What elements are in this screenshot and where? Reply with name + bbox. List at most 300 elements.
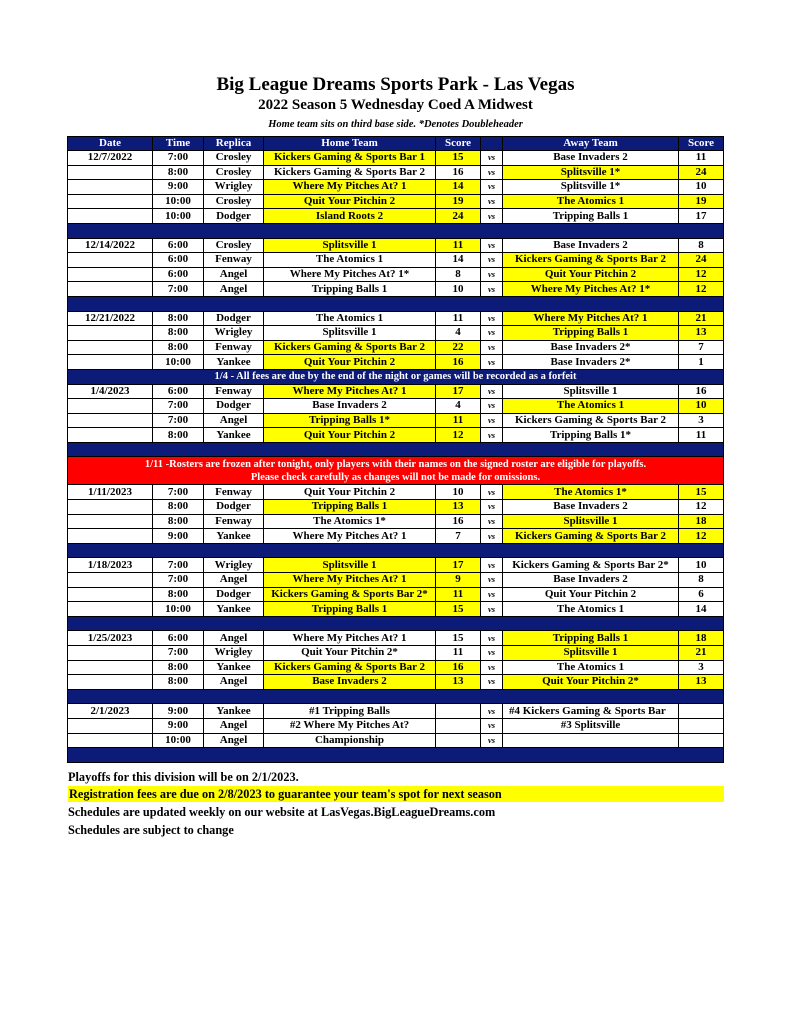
home-team: Tripping Balls 1	[264, 602, 436, 617]
away-team: Splitsville 1	[503, 514, 679, 529]
week-separator	[68, 223, 724, 238]
home-score: 9	[436, 573, 481, 588]
game-date	[68, 413, 153, 428]
field-replica: Angel	[204, 282, 264, 297]
home-team: Kickers Gaming & Sports Bar 2	[264, 165, 436, 180]
versus-label: vs	[481, 413, 503, 428]
home-score: 11	[436, 587, 481, 602]
home-score: 14	[436, 180, 481, 195]
away-score: 12	[679, 500, 724, 515]
fee-notice: 1/4 - All fees are due by the end of the night or games will be recorded as a forfeit	[68, 369, 724, 384]
field-replica: Fenway	[204, 514, 264, 529]
game-time: 8:00	[153, 165, 204, 180]
home-team: #2 Where My Pitches At?	[264, 718, 436, 733]
field-replica: Fenway	[204, 340, 264, 355]
home-team: Where My Pitches At? 1*	[264, 267, 436, 282]
home-score: 8	[436, 267, 481, 282]
table-row	[68, 165, 724, 180]
versus-label: vs	[481, 704, 503, 719]
away-score: 10	[679, 180, 724, 195]
home-team: Kickers Gaming & Sports Bar 1	[264, 151, 436, 166]
home-team: Quit Your Pitchin 2*	[264, 646, 436, 661]
game-time: 7:00	[153, 573, 204, 588]
game-date: 12/7/2022	[68, 151, 153, 166]
home-score	[436, 733, 481, 748]
game-time: 8:00	[153, 428, 204, 443]
game-time: 8:00	[153, 675, 204, 690]
away-score: 6	[679, 587, 724, 602]
field-replica: Wrigley	[204, 558, 264, 573]
game-date	[68, 718, 153, 733]
home-score: 13	[436, 500, 481, 515]
table-row	[68, 602, 724, 617]
game-time: 10:00	[153, 602, 204, 617]
game-time: 9:00	[153, 529, 204, 544]
separator-cell	[68, 543, 724, 558]
game-time: 8:00	[153, 326, 204, 341]
separator-cell	[68, 748, 724, 763]
away-team: Base Invaders 2	[503, 238, 679, 253]
game-date	[68, 209, 153, 224]
game-time: 9:00	[153, 180, 204, 195]
field-replica: Dodger	[204, 209, 264, 224]
playoffs-note: Playoffs for this division will be on 2/1/2023.	[68, 770, 299, 784]
versus-label: vs	[481, 355, 503, 370]
table-row	[68, 180, 724, 195]
game-time: 7:00	[153, 282, 204, 297]
field-replica: Wrigley	[204, 180, 264, 195]
table-row	[68, 326, 724, 341]
away-score: 21	[679, 311, 724, 326]
field-replica: Crosley	[204, 194, 264, 209]
separator-cell	[68, 689, 724, 704]
home-team: Base Invaders 2	[264, 675, 436, 690]
game-date	[68, 602, 153, 617]
field-replica: Yankee	[204, 529, 264, 544]
game-date	[68, 529, 153, 544]
table-row	[68, 267, 724, 282]
field-replica: Crosley	[204, 165, 264, 180]
home-team: #1 Tripping Balls	[264, 704, 436, 719]
column-header: Time	[153, 137, 204, 151]
week-separator	[68, 543, 724, 558]
away-score: 1	[679, 355, 724, 370]
game-time: 8:00	[153, 587, 204, 602]
versus-label: vs	[481, 384, 503, 399]
home-score: 22	[436, 340, 481, 355]
table-row	[68, 311, 724, 326]
table-header-row	[68, 137, 724, 151]
away-team: The Atomics 1	[503, 602, 679, 617]
away-team: Tripping Balls 1	[503, 209, 679, 224]
table-row	[68, 660, 724, 675]
table-row	[68, 355, 724, 370]
game-time: 10:00	[153, 733, 204, 748]
away-score: 11	[679, 151, 724, 166]
game-date	[68, 180, 153, 195]
versus-label: vs	[481, 151, 503, 166]
game-date	[68, 326, 153, 341]
away-team: Splitsville 1	[503, 384, 679, 399]
away-score: 24	[679, 253, 724, 268]
week-separator	[68, 616, 724, 631]
game-date	[68, 399, 153, 414]
page-subtitle: 2022 Season 5 Wednesday Coed A Midwest	[258, 97, 533, 113]
game-date	[68, 660, 153, 675]
field-replica: Dodger	[204, 311, 264, 326]
away-score: 19	[679, 194, 724, 209]
home-team: Championship	[264, 733, 436, 748]
separator-cell	[68, 616, 724, 631]
table-row	[68, 529, 724, 544]
away-team: The Atomics 1	[503, 399, 679, 414]
field-replica: Angel	[204, 733, 264, 748]
home-team: Quit Your Pitchin 2	[264, 194, 436, 209]
table-row	[68, 384, 724, 399]
away-team: Splitsville 1*	[503, 180, 679, 195]
away-score	[679, 718, 724, 733]
home-score	[436, 704, 481, 719]
game-time: 8:00	[153, 514, 204, 529]
table-row	[68, 500, 724, 515]
away-score: 10	[679, 399, 724, 414]
column-header: Replica	[204, 137, 264, 151]
versus-label: vs	[481, 326, 503, 341]
table-row	[68, 282, 724, 297]
game-date	[68, 282, 153, 297]
versus-label: vs	[481, 428, 503, 443]
away-score: 3	[679, 660, 724, 675]
game-time: 6:00	[153, 253, 204, 268]
home-team: Where My Pitches At? 1	[264, 529, 436, 544]
away-team: Kickers Gaming & Sports Bar 2	[503, 253, 679, 268]
away-team: Base Invaders 2	[503, 500, 679, 515]
roster-alert-line: 1/11 -Rosters are frozen after tonight, only players with their names on the signed roster are eligible for playoffs.	[144, 458, 647, 470]
away-score: 7	[679, 340, 724, 355]
separator-cell	[68, 296, 724, 311]
away-team: Tripping Balls 1	[503, 631, 679, 646]
field-replica: Yankee	[204, 660, 264, 675]
field-replica: Angel	[204, 573, 264, 588]
versus-label: vs	[481, 733, 503, 748]
game-time: 7:00	[153, 151, 204, 166]
away-team: #3 Splitsville	[503, 718, 679, 733]
home-score: 11	[436, 238, 481, 253]
home-score: 16	[436, 660, 481, 675]
home-score: 15	[436, 631, 481, 646]
column-header: Away Team	[503, 137, 679, 151]
week-separator	[68, 689, 724, 704]
away-score: 3	[679, 413, 724, 428]
away-team: Splitsville 1*	[503, 165, 679, 180]
table-row	[68, 718, 724, 733]
away-team: Base Invaders 2	[503, 573, 679, 588]
home-score	[436, 718, 481, 733]
away-score	[679, 733, 724, 748]
game-time: 10:00	[153, 209, 204, 224]
game-time: 8:00	[153, 311, 204, 326]
table-row	[68, 646, 724, 661]
versus-label: vs	[481, 514, 503, 529]
field-replica: Yankee	[204, 602, 264, 617]
game-date	[68, 514, 153, 529]
game-date: 1/4/2023	[68, 384, 153, 399]
versus-label: vs	[481, 660, 503, 675]
field-replica: Dodger	[204, 399, 264, 414]
away-team: Kickers Gaming & Sports Bar 2	[503, 529, 679, 544]
home-score: 19	[436, 194, 481, 209]
game-time: 6:00	[153, 238, 204, 253]
away-team: Base Invaders 2*	[503, 355, 679, 370]
game-time: 10:00	[153, 194, 204, 209]
away-team: Splitsville 1	[503, 646, 679, 661]
table-row	[68, 587, 724, 602]
game-time: 7:00	[153, 485, 204, 500]
home-team: Quit Your Pitchin 2	[264, 485, 436, 500]
home-team: Tripping Balls 1*	[264, 413, 436, 428]
away-score: 13	[679, 326, 724, 341]
home-score: 10	[436, 282, 481, 297]
away-team: Quit Your Pitchin 2*	[503, 675, 679, 690]
table-row	[68, 704, 724, 719]
versus-label: vs	[481, 485, 503, 500]
field-replica: Angel	[204, 675, 264, 690]
game-date	[68, 573, 153, 588]
column-header: Score	[436, 137, 481, 151]
home-score: 17	[436, 558, 481, 573]
field-replica: Angel	[204, 267, 264, 282]
home-team: Where My Pitches At? 1	[264, 180, 436, 195]
versus-label: vs	[481, 718, 503, 733]
table-row	[68, 151, 724, 166]
versus-label: vs	[481, 675, 503, 690]
versus-label: vs	[481, 253, 503, 268]
home-team: Kickers Gaming & Sports Bar 2*	[264, 587, 436, 602]
home-team: Quit Your Pitchin 2	[264, 355, 436, 370]
home-score: 15	[436, 151, 481, 166]
home-team: Where My Pitches At? 1	[264, 631, 436, 646]
home-score: 16	[436, 355, 481, 370]
table-row	[68, 485, 724, 500]
home-score: 11	[436, 311, 481, 326]
versus-label: vs	[481, 267, 503, 282]
schedule-note: Home team sits on third base side. *Denotes Doubleheader	[268, 119, 523, 130]
game-time: 7:00	[153, 413, 204, 428]
game-time: 6:00	[153, 267, 204, 282]
away-score: 11	[679, 428, 724, 443]
game-time: 7:00	[153, 399, 204, 414]
game-date	[68, 587, 153, 602]
home-team: Kickers Gaming & Sports Bar 2	[264, 660, 436, 675]
separator-cell	[68, 442, 724, 457]
game-date: 2/1/2023	[68, 704, 153, 719]
field-replica: Fenway	[204, 384, 264, 399]
home-team: Where My Pitches At? 1	[264, 573, 436, 588]
game-time: 6:00	[153, 384, 204, 399]
home-team: Splitsville 1	[264, 238, 436, 253]
home-team: Tripping Balls 1	[264, 282, 436, 297]
home-team: The Atomics 1	[264, 253, 436, 268]
away-score: 17	[679, 209, 724, 224]
game-date: 12/14/2022	[68, 238, 153, 253]
roster-alert	[68, 457, 724, 485]
away-team: Tripping Balls 1*	[503, 428, 679, 443]
table-row	[68, 558, 724, 573]
away-score	[679, 704, 724, 719]
home-score: 11	[436, 413, 481, 428]
home-team: Where My Pitches At? 1	[264, 384, 436, 399]
schedule-table	[67, 136, 724, 763]
field-replica: Yankee	[204, 355, 264, 370]
versus-label: vs	[481, 282, 503, 297]
table-row	[68, 413, 724, 428]
away-team: Kickers Gaming & Sports Bar 2	[503, 413, 679, 428]
away-team: Quit Your Pitchin 2	[503, 587, 679, 602]
game-time: 10:00	[153, 355, 204, 370]
away-team: Base Invaders 2*	[503, 340, 679, 355]
home-team: Quit Your Pitchin 2	[264, 428, 436, 443]
game-date	[68, 500, 153, 515]
game-time: 8:00	[153, 660, 204, 675]
away-score: 15	[679, 485, 724, 500]
away-team: Base Invaders 2	[503, 151, 679, 166]
table-row	[68, 631, 724, 646]
away-score: 24	[679, 165, 724, 180]
versus-label: vs	[481, 602, 503, 617]
versus-label: vs	[481, 311, 503, 326]
versus-label: vs	[481, 180, 503, 195]
game-date	[68, 428, 153, 443]
home-score: 16	[436, 514, 481, 529]
table-row	[68, 399, 724, 414]
table-row	[68, 194, 724, 209]
game-time: 9:00	[153, 718, 204, 733]
change-note: Schedules are subject to change	[68, 823, 234, 837]
versus-label: vs	[481, 340, 503, 355]
field-replica: Crosley	[204, 238, 264, 253]
roster-alert-line: Please check carefully as changes will not be made for omissions.	[250, 471, 541, 483]
week-separator	[68, 296, 724, 311]
home-team: The Atomics 1	[264, 311, 436, 326]
table-row	[68, 209, 724, 224]
week-separator	[68, 748, 724, 763]
column-header	[481, 137, 503, 151]
table-row	[68, 340, 724, 355]
away-score: 12	[679, 267, 724, 282]
field-replica: Wrigley	[204, 646, 264, 661]
field-replica: Dodger	[204, 587, 264, 602]
home-score: 11	[436, 646, 481, 661]
field-replica: Fenway	[204, 485, 264, 500]
table-row	[68, 675, 724, 690]
field-replica: Yankee	[204, 704, 264, 719]
home-team: Kickers Gaming & Sports Bar 2	[264, 340, 436, 355]
versus-label: vs	[481, 209, 503, 224]
home-team: The Atomics 1*	[264, 514, 436, 529]
field-replica: Angel	[204, 631, 264, 646]
versus-label: vs	[481, 238, 503, 253]
versus-label: vs	[481, 194, 503, 209]
game-date	[68, 355, 153, 370]
away-team: The Atomics 1	[503, 660, 679, 675]
home-team: Tripping Balls 1	[264, 500, 436, 515]
table-row	[68, 428, 724, 443]
field-replica: Angel	[204, 413, 264, 428]
home-team: Splitsville 1	[264, 326, 436, 341]
game-date: 12/21/2022	[68, 311, 153, 326]
home-team: Splitsville 1	[264, 558, 436, 573]
field-replica: Fenway	[204, 253, 264, 268]
away-team: Where My Pitches At? 1	[503, 311, 679, 326]
game-date: 1/11/2023	[68, 485, 153, 500]
table-row	[68, 573, 724, 588]
home-team: Base Invaders 2	[264, 399, 436, 414]
field-replica: Dodger	[204, 500, 264, 515]
away-team: Quit Your Pitchin 2	[503, 267, 679, 282]
away-team: Where My Pitches At? 1*	[503, 282, 679, 297]
away-team	[503, 733, 679, 748]
game-date: 1/18/2023	[68, 558, 153, 573]
home-score: 13	[436, 675, 481, 690]
game-time: 8:00	[153, 500, 204, 515]
game-date	[68, 646, 153, 661]
home-score: 17	[436, 384, 481, 399]
home-score: 24	[436, 209, 481, 224]
versus-label: vs	[481, 399, 503, 414]
field-replica: Yankee	[204, 428, 264, 443]
schedule-body	[68, 151, 724, 763]
home-team: Island Roots 2	[264, 209, 436, 224]
separator-cell	[68, 223, 724, 238]
away-score: 12	[679, 282, 724, 297]
home-score: 4	[436, 399, 481, 414]
home-score: 15	[436, 602, 481, 617]
home-score: 12	[436, 428, 481, 443]
roster-alert-row	[68, 457, 724, 485]
field-replica: Angel	[204, 718, 264, 733]
home-score: 16	[436, 165, 481, 180]
away-score: 8	[679, 238, 724, 253]
away-score: 14	[679, 602, 724, 617]
away-score: 18	[679, 631, 724, 646]
game-date	[68, 194, 153, 209]
home-score: 7	[436, 529, 481, 544]
field-replica: Crosley	[204, 151, 264, 166]
registration-note: Registration fees are due on 2/8/2023 to guarantee your team's spot for next season	[68, 786, 724, 802]
week-separator	[68, 442, 724, 457]
versus-label: vs	[481, 165, 503, 180]
away-score: 13	[679, 675, 724, 690]
game-time: 9:00	[153, 704, 204, 719]
website-note: Schedules are updated weekly on our website at LasVegas.BigLeagueDreams.com	[68, 805, 496, 819]
away-score: 12	[679, 529, 724, 544]
column-header: Score	[679, 137, 724, 151]
away-score: 16	[679, 384, 724, 399]
field-replica: Wrigley	[204, 326, 264, 341]
away-score: 21	[679, 646, 724, 661]
away-team: Kickers Gaming & Sports Bar 2*	[503, 558, 679, 573]
page-title: Big League Dreams Sports Park - Las Vegas	[216, 74, 575, 95]
game-time: 6:00	[153, 631, 204, 646]
versus-label: vs	[481, 573, 503, 588]
versus-label: vs	[481, 558, 503, 573]
versus-label: vs	[481, 587, 503, 602]
home-score: 4	[436, 326, 481, 341]
fee-notice-row	[68, 369, 724, 384]
away-team: #4 Kickers Gaming & Sports Bar	[503, 704, 679, 719]
game-date	[68, 340, 153, 355]
table-row	[68, 514, 724, 529]
